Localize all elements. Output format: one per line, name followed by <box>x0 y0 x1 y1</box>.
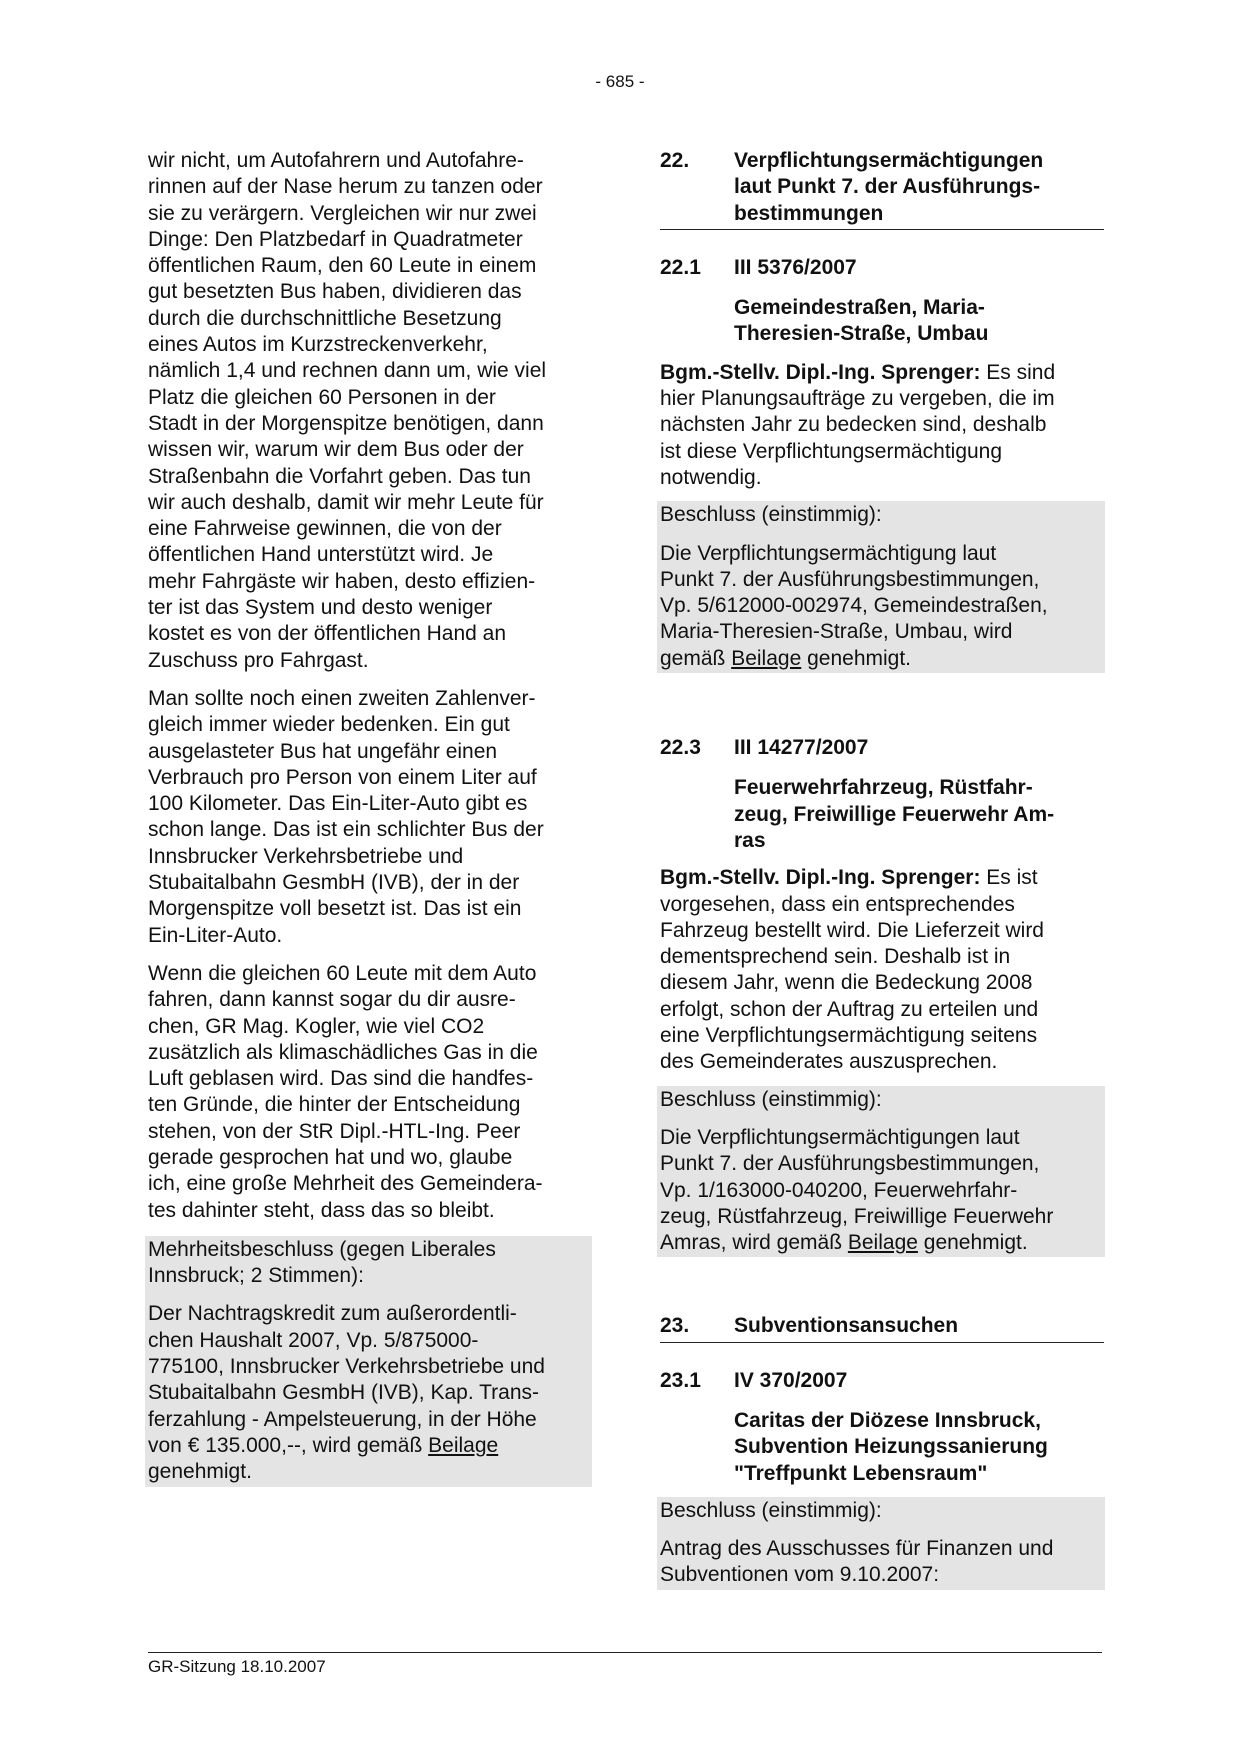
beilage-link[interactable]: Beilage <box>731 646 802 670</box>
section-22-heading: 22. Verpflichtungsermächtigungen laut Punkt 7. der Ausführungs- bestimmungen <box>660 148 1104 230</box>
section-22-1-subtitle: Gemeindestraßen, Maria- Theresien-Straße, Umbau <box>734 296 989 346</box>
right-column <box>660 148 1102 1590</box>
paragraph: Man sollte noch einen zweiten Zahlenver- gleich immer wieder bedenken. Ein gut ausgelasteter Bus hat ungefähr einen Verbrauch pro Person von einem Liter auf 100 Kilometer. Das Ein-Liter-Auto gibt es schon lange. Das ist ein schlichter Bus der Innsbrucker Verkehrsbetriebe und Stubaitalbahn GesmbH (IVB), der in der Morgenspitze voll besetzt ist. Das ist ein Ein-Liter-Auto. <box>148 686 544 947</box>
speaker: Bgm.-Stellv. Dipl.-Ing. Sprenger: <box>660 866 981 890</box>
beilage-link[interactable]: Beilage <box>428 1433 499 1457</box>
section-23-1-subtitle: Caritas der Diözese Innsbruck, Subvention Heizungssanierung "Treffpunkt Lebensraum" <box>734 1408 1048 1485</box>
resolution-label: Beschluss (einstimmig): <box>660 1087 882 1111</box>
section-23-1-heading: 23.1 IV 370/2007 <box>660 1368 848 1392</box>
resolution-text: Antrag des Ausschusses für Finanzen und Subventionen vom 9.10.2007: <box>660 1537 1054 1587</box>
resolution-box <box>657 1086 1105 1258</box>
speaker: Bgm.-Stellv. Dipl.-Ing. Sprenger: <box>660 360 981 384</box>
section-22-3-heading: 22.3 III 14277/2007 <box>660 736 869 760</box>
paragraph: Wenn die gleichen 60 Leute mit dem Auto fahren, dann kannst sogar du dir ausre- chen, GR Mag. Kogler, wie viel CO2 zusätzlich als klimaschädliches Gas in die Luft geblasen wird. Das sind die handfes- ten Gründe, die hinter der Entscheidung stehen, von der StR Dipl.-HTL-Ing. Peer gerade gesprochen hat und wo, glaube ich, eine große Mehrheit des Gemeindera- tes dahinter steht, dass das so bleibt. <box>148 961 543 1222</box>
footer-text: GR-Sitzung 18.10.2007 <box>148 1657 326 1676</box>
resolution-label: Beschluss (einstimmig): <box>660 1498 882 1522</box>
section-23-heading: 23. Subventionsansuchen <box>660 1313 1104 1342</box>
speech: Bgm.-Stellv. Dipl.-Ing. Sprenger: Es ist vorgesehen, dass ein entsprechendes Fahrzeug bestellt wird. Die Lieferzeit wird dementsprechend sein. Deshalb ist in diesem Jahr, wenn die Bedeckung 2008 erfolgt, schon der Auftrag zu erteilen und eine Verpflichtungsermächtigung seitens des Gemeinderates auszusprechen. <box>660 866 1044 1074</box>
resolution-box <box>145 1236 592 1487</box>
section-22-3-subtitle: Feuerwehrfahrzeug, Rüstfahr- zeug, Freiwillige Feuerwehr Am- ras <box>734 776 1055 852</box>
section-22-1-heading: 22.1 III 5376/2007 <box>660 255 857 279</box>
resolution-box <box>657 1497 1105 1590</box>
resolution-text: Die Verpflichtungsermächtigungen laut Punkt 7. der Ausführungsbestimmungen, Vp. 1/163000-040200, Feuerwehrfahr- zeug, Rüstfahrzeug, Freiwillige Feuerwehr Amras, wird gemäß Beilage genehmigt. <box>660 1125 1054 1255</box>
page-number: - 685 - <box>595 72 645 91</box>
footer-divider <box>148 1652 1102 1653</box>
resolution-label: Mehrheitsbeschluss (gegen Liberales Innsbruck; 2 Stimmen): <box>148 1237 496 1288</box>
paragraph: wir nicht, um Autofahrern und Autofahre- rinnen auf der Nase herum zu tanzen oder sie zu verärgern. Vergleichen wir nur zwei Dinge: Den Platzbedarf in Quadratmeter öffentlichen Raum, den 60 Leute in einem gut besetzten Bus haben, dividieren das durch die durchschnittliche Besetzung eines Autos im Kurzstreckenverkehr, nämlich 1,4 und rechnen dann um, wie viel Platz die gleichen 60 Personen in der Stadt in der Morgenspitze benötigen, dann wissen wir, warum wir dem Bus oder der Straßenbahn die Vorfahrt geben. Das tun wir auch deshalb, damit wir mehr Leute für eine Fahrweise gewinnen, die von der öffentlichen Hand unterstützt wird. Je mehr Fahrgäste wir haben, desto effizien- ter ist das System und desto weniger kostet es von der öffentlichen Hand an Zuschuss pro Fahrgast. <box>148 149 547 672</box>
beilage-link[interactable]: Beilage <box>847 1231 918 1255</box>
left-column <box>148 148 589 1487</box>
resolution-text: Der Nachtragskredit zum außerordentli- chen Haushalt 2007, Vp. 5/875000- 775100, Innsbrucker Verkehrsbetriebe und Stubaitalbahn GesmbH (IVB), Kap. Trans- ferzahlung - Ampelsteuerung, in der Höhe von € 135.000,--, wird gemäß Beilage genehmigt. <box>148 1302 545 1484</box>
resolution-box <box>657 501 1105 673</box>
resolution-text: Die Verpflichtungsermächtigung laut Punkt 7. der Ausführungsbestimmungen, Vp. 5/612000-002974, Gemeindestraßen, Maria-Theresien-Straße, Umbau, wird gemäß Beilage genehmigt. <box>660 541 1048 670</box>
speech: Bgm.-Stellv. Dipl.-Ing. Sprenger: Es sind hier Planungsaufträge zu vergeben, die im nächsten Jahr zu bedecken sind, deshalb ist diese Verpflichtungsermächtigung notwendig. <box>660 360 1056 489</box>
resolution-label: Beschluss (einstimmig): <box>660 503 882 527</box>
